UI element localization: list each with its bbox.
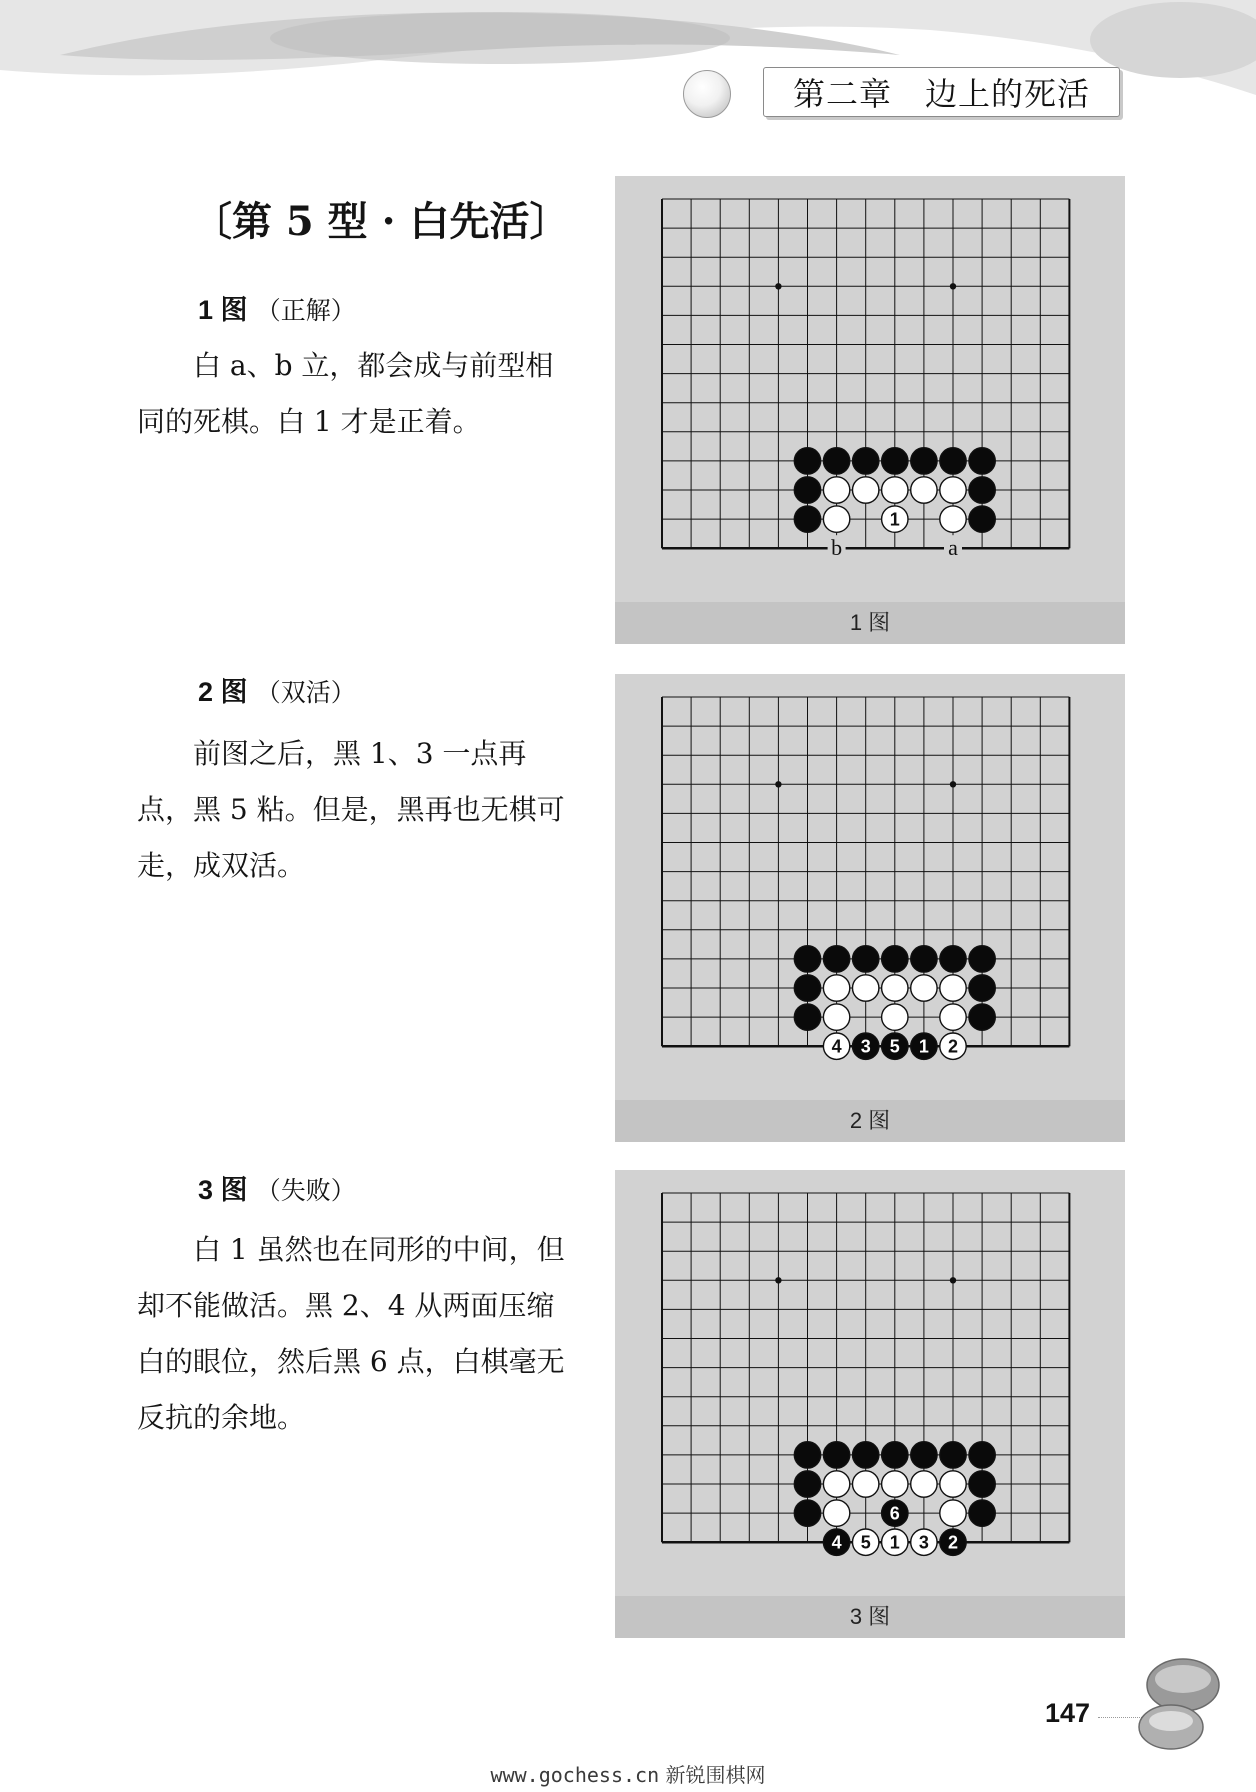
black-stone xyxy=(853,1033,879,1059)
black-stone xyxy=(882,946,908,972)
white-stone xyxy=(882,506,908,532)
white-stone xyxy=(823,1004,849,1030)
black-stone xyxy=(969,448,995,474)
black-stone xyxy=(969,1004,995,1030)
white-stone xyxy=(940,506,966,532)
black-stone xyxy=(794,1442,820,1468)
black-stone xyxy=(882,1442,908,1468)
figure-2-heading xyxy=(198,672,356,712)
black-stone xyxy=(794,975,820,1001)
stone-move-number: 4 xyxy=(831,1036,842,1057)
figure-tag: （失败） xyxy=(255,1176,356,1205)
point-letter-label: b xyxy=(831,535,843,561)
black-stone xyxy=(969,1471,995,1497)
figure-3-heading xyxy=(198,1170,356,1210)
star-point xyxy=(775,1277,781,1283)
page-number: 147 xyxy=(1045,1698,1091,1728)
stone-move-number: 5 xyxy=(889,1036,900,1057)
board-caption: 1 图 xyxy=(615,602,1125,644)
figure-1-text: 白 a、b 立，都会成与前型相同的死棋。白 1 才是正着。 xyxy=(137,349,554,438)
white-stone xyxy=(823,1033,849,1059)
go-bowl-icon xyxy=(1125,1655,1235,1755)
black-stone xyxy=(911,946,937,972)
black-stone xyxy=(853,448,879,474)
black-stone xyxy=(940,448,966,474)
go-board-panel xyxy=(615,1170,1125,1638)
black-stone xyxy=(823,946,849,972)
chapter-header xyxy=(763,67,1120,117)
black-stone xyxy=(882,1500,908,1526)
black-stone xyxy=(794,477,820,503)
stone-move-number: 1 xyxy=(918,1036,929,1057)
white-stone xyxy=(823,975,849,1001)
black-stone xyxy=(794,506,820,532)
stone-move-number: 4 xyxy=(831,1532,842,1553)
black-stone xyxy=(794,448,820,474)
black-stone xyxy=(940,1529,966,1555)
stone-move-number: 1 xyxy=(889,1532,900,1553)
star-point xyxy=(950,283,956,289)
black-stone xyxy=(882,1033,908,1059)
white-stone xyxy=(882,1471,908,1497)
white-stone xyxy=(882,1004,908,1030)
footer-watermark xyxy=(0,1758,1256,1792)
figure-1-heading xyxy=(198,290,356,330)
figure-2-text: 前图之后，黑 1、3 一点再点，黑 5 粘。但是，黑再也无棋可走，成双活。 xyxy=(137,737,565,882)
section-title: 〔第 5 型 · 白先活〕 xyxy=(192,198,570,245)
black-stone xyxy=(940,1442,966,1468)
white-stone xyxy=(823,1500,849,1526)
go-board-panel xyxy=(615,674,1125,1142)
footer-url[interactable]: www.gochess.cn xyxy=(490,1763,660,1787)
stone-move-number: 6 xyxy=(889,1503,900,1524)
white-stone xyxy=(882,975,908,1001)
figure-number: 1 图 xyxy=(198,295,248,325)
black-stone xyxy=(969,975,995,1001)
board-caption: 2 图 xyxy=(615,1100,1125,1142)
black-stone xyxy=(794,946,820,972)
black-stone xyxy=(794,1500,820,1526)
white-stone xyxy=(882,477,908,503)
stone-move-number: 2 xyxy=(947,1036,959,1057)
black-stone xyxy=(969,477,995,503)
black-stone xyxy=(940,946,966,972)
go-board xyxy=(615,176,1125,602)
white-stone xyxy=(823,477,849,503)
white-stone xyxy=(823,506,849,532)
go-board xyxy=(615,1170,1125,1596)
board-caption: 3 图 xyxy=(615,1596,1125,1638)
figure-tag: （正解） xyxy=(255,296,356,325)
footer-site-name: 新锐围棋网 xyxy=(665,1763,766,1787)
black-stone xyxy=(969,946,995,972)
figure-number: 2 图 xyxy=(198,677,248,707)
white-stone xyxy=(940,1471,966,1497)
white-stone xyxy=(911,1529,937,1555)
black-stone xyxy=(882,448,908,474)
star-point xyxy=(775,781,781,787)
black-stone xyxy=(911,448,937,474)
stone-move-number: 3 xyxy=(860,1036,871,1057)
point-letter-label: a xyxy=(948,535,958,561)
white-stone xyxy=(940,1004,966,1030)
black-stone xyxy=(794,1004,820,1030)
white-stone xyxy=(882,1529,908,1555)
black-stone xyxy=(853,1442,879,1468)
stone-move-number: 5 xyxy=(860,1532,871,1553)
go-board xyxy=(615,674,1125,1100)
figure-3-text: 白 1 虽然也在同形的中间，但却不能做活。黑 2、4 从两面压缩白的眼位，然后黑 6 点，白棋毫无反抗的余地。 xyxy=(137,1233,565,1434)
white-stone xyxy=(823,1471,849,1497)
white-stone xyxy=(911,477,937,503)
white-stone xyxy=(940,477,966,503)
black-stone xyxy=(911,1442,937,1468)
black-stone xyxy=(823,1529,849,1555)
star-point xyxy=(775,283,781,289)
figure-tag: （双活） xyxy=(255,678,356,707)
white-stone xyxy=(853,1471,879,1497)
white-stone xyxy=(911,1471,937,1497)
black-stone xyxy=(969,506,995,532)
white-stone xyxy=(911,975,937,1001)
white-stone xyxy=(940,975,966,1001)
white-stone xyxy=(940,1033,966,1059)
chapter-go-stone-icon xyxy=(683,70,731,118)
go-board-panel xyxy=(615,176,1125,644)
black-stone xyxy=(853,946,879,972)
stone-move-number: 1 xyxy=(889,509,900,530)
stone-move-number: 2 xyxy=(947,1532,959,1553)
white-stone xyxy=(853,975,879,1001)
black-stone xyxy=(823,1442,849,1468)
white-stone xyxy=(853,477,879,503)
black-stone xyxy=(969,1442,995,1468)
white-stone xyxy=(940,1500,966,1526)
black-stone xyxy=(969,1500,995,1526)
figure-number: 3 图 xyxy=(198,1175,248,1205)
white-stone xyxy=(853,1529,879,1555)
black-stone xyxy=(823,448,849,474)
black-stone xyxy=(794,1471,820,1497)
chapter-title: 第二章 边上的死活 xyxy=(792,75,1090,113)
star-point xyxy=(950,781,956,787)
black-stone xyxy=(911,1033,937,1059)
star-point xyxy=(950,1277,956,1283)
stone-move-number: 3 xyxy=(918,1532,929,1553)
